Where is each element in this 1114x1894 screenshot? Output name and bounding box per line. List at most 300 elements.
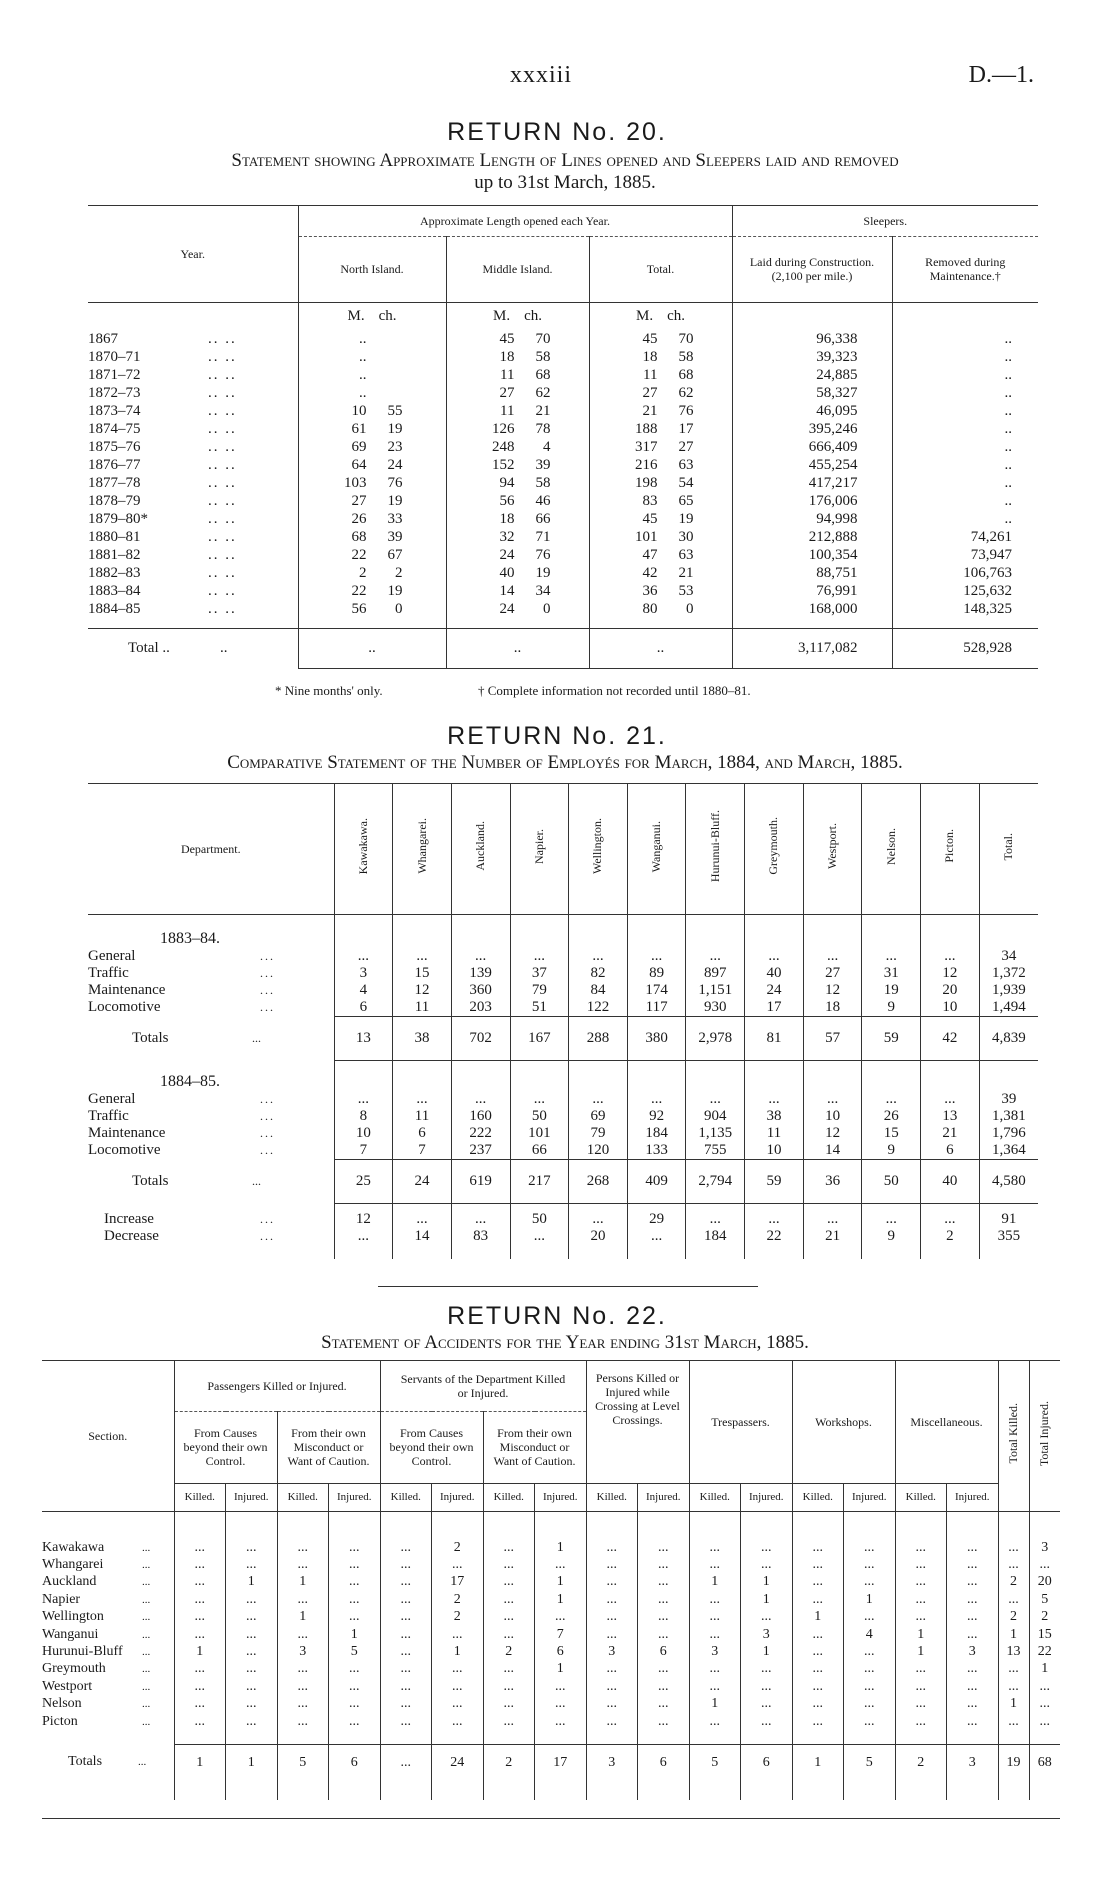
- subgroup-beyond-control: From Causes beyond their own Control.: [174, 1411, 277, 1483]
- unit-cell: [732, 302, 892, 330]
- leader-dots: ...: [252, 1031, 261, 1045]
- value-cell: 3: [277, 1643, 329, 1660]
- value-cell: ...: [334, 1228, 393, 1245]
- value-cell: 24: [432, 1744, 484, 1780]
- length-cell: [298, 564, 446, 582]
- length-cell: [446, 384, 589, 402]
- spacer-cell: [334, 1245, 393, 1259]
- year-cell: [88, 600, 298, 618]
- value-cell: ...: [741, 1661, 793, 1678]
- value-cell: ...: [947, 1626, 999, 1643]
- year-cell: [88, 582, 298, 600]
- value-cell: 2: [1029, 1609, 1060, 1626]
- miles-value: 18: [499, 511, 515, 527]
- unit-cell: [589, 302, 732, 330]
- value-cell: ...: [393, 1091, 452, 1108]
- chains-value: 76: [387, 475, 403, 491]
- spacer-cell: [334, 1203, 393, 1211]
- table-row: [88, 366, 1038, 384]
- year-label: 1877–78: [88, 475, 141, 491]
- table-row: [88, 1091, 1038, 1108]
- removed-value: ..: [892, 348, 1038, 366]
- leader-dots: ...: [142, 1715, 151, 1728]
- value-cell: 3: [741, 1626, 793, 1643]
- value-cell: 39: [979, 1091, 1038, 1108]
- value-cell: 7: [334, 1142, 393, 1160]
- leader-dots: .. ..: [208, 493, 237, 509]
- spacer-cell: [745, 1203, 804, 1211]
- table-row-label: [42, 1539, 174, 1556]
- empty-cell: [393, 914, 452, 948]
- removed-value: ..: [892, 384, 1038, 402]
- spacer-cell: [277, 1511, 329, 1539]
- year-cell: [88, 302, 298, 330]
- col-killed: Killed.: [586, 1483, 638, 1511]
- table-row: [88, 492, 1038, 510]
- table-row-text: Nelson: [42, 1696, 82, 1712]
- value-cell: 82: [569, 965, 628, 982]
- chains-value: 34: [535, 583, 551, 599]
- spacer-cell: [226, 1730, 278, 1744]
- value-cell: ...: [586, 1539, 638, 1556]
- chains-value: 21: [535, 403, 551, 419]
- removed-value: ..: [892, 366, 1038, 384]
- miles-value: 22: [351, 547, 367, 563]
- value-cell: 9: [862, 1142, 921, 1160]
- miles-value: ..: [359, 331, 367, 347]
- total-cell: 25: [334, 1159, 393, 1203]
- total-cell: 24: [393, 1159, 452, 1203]
- length-cell: [589, 528, 732, 546]
- unit-miles: M.: [347, 307, 365, 324]
- table-row: [88, 348, 1038, 366]
- chains-value: 19: [678, 511, 694, 527]
- value-cell: ...: [792, 1696, 844, 1713]
- value-cell: 14: [393, 1228, 452, 1245]
- value-cell: ...: [638, 1591, 690, 1608]
- spacer-cell: [226, 1511, 278, 1539]
- spacer-cell: [42, 1730, 174, 1744]
- spacer-cell: [277, 1730, 329, 1744]
- year-row: [88, 1061, 1038, 1091]
- value-cell: ...: [741, 1678, 793, 1695]
- value-cell: ...: [686, 948, 745, 965]
- spacer-cell: [88, 618, 298, 628]
- value-cell: ...: [627, 1091, 686, 1108]
- miles-value: 198: [635, 475, 658, 491]
- spacer-row: [42, 1511, 1060, 1539]
- value-cell: 1: [535, 1591, 587, 1608]
- value-cell: 12: [921, 965, 980, 982]
- value-cell: ...: [226, 1661, 278, 1678]
- col-injured: Injured.: [741, 1483, 793, 1511]
- page-number: xxxiii: [510, 62, 573, 88]
- value-cell: ...: [741, 1539, 793, 1556]
- leader-dots: .. ..: [208, 475, 237, 491]
- length-cell: [298, 582, 446, 600]
- spacer-cell: [844, 1730, 896, 1744]
- totals-text: Totals: [132, 1172, 169, 1189]
- miles-value: 27: [642, 385, 658, 401]
- total-cell: 36: [803, 1159, 862, 1203]
- miles-value: 32: [499, 529, 515, 545]
- value-cell: 7: [535, 1626, 587, 1643]
- chains-value: 63: [678, 457, 694, 473]
- length-cell: [589, 474, 732, 492]
- length-cell: [446, 438, 589, 456]
- length-cell: [446, 600, 589, 618]
- value-cell: ...: [792, 1591, 844, 1608]
- spacer-cell: [451, 1245, 510, 1259]
- leader-dots: .. ..: [208, 349, 237, 365]
- chains-value: 19: [387, 583, 403, 599]
- value-cell: ...: [380, 1678, 432, 1695]
- value-cell: ...: [947, 1609, 999, 1626]
- value-cell: 1: [226, 1574, 278, 1591]
- value-cell: 19: [862, 982, 921, 999]
- value-cell: ...: [998, 1678, 1029, 1695]
- chains-value: 33: [387, 511, 403, 527]
- value-cell: 1: [277, 1609, 329, 1626]
- col-total-injured-text: Total Injured.: [1037, 1400, 1052, 1466]
- value-cell: ...: [895, 1539, 947, 1556]
- col-header-text: Total.: [1001, 832, 1016, 860]
- value-cell: ...: [844, 1713, 896, 1730]
- spacer-cell: [589, 618, 732, 628]
- miles-value: 10: [351, 403, 367, 419]
- miles-value: 83: [642, 493, 658, 509]
- spacer-cell: [844, 1511, 896, 1539]
- value-cell: 11: [393, 1108, 452, 1125]
- chains-value: 78: [535, 421, 551, 437]
- value-cell: 29: [627, 1211, 686, 1228]
- table-row-label: [42, 1713, 174, 1730]
- spacer-cell: [792, 1511, 844, 1539]
- return-20-statement-date: up to 31st March, 1885.: [474, 172, 656, 193]
- value-cell: 1,381: [979, 1108, 1038, 1125]
- year-cell: [88, 330, 298, 348]
- value-cell: ...: [329, 1713, 381, 1730]
- value-cell: ...: [998, 1539, 1029, 1556]
- value-cell: 7: [393, 1142, 452, 1160]
- value-cell: 15: [862, 1125, 921, 1142]
- table-row-text: Locomotive: [88, 999, 161, 1016]
- removed-value: 73,947: [892, 546, 1038, 564]
- footnote-complete-info: † Complete information not recorded until 1880–81.: [478, 683, 751, 698]
- col-header-kawakawa: [334, 784, 393, 914]
- leader-dots: ..: [220, 639, 228, 656]
- leader-dots: ...: [260, 1212, 275, 1226]
- value-cell: ...: [1029, 1713, 1060, 1730]
- value-cell: 237: [451, 1142, 510, 1160]
- value-cell: 1: [895, 1626, 947, 1643]
- spacer-cell: [329, 1511, 381, 1539]
- group-level-crossings: Persons Killed or Injured while Crossing at Level Crossings.: [586, 1361, 689, 1483]
- spacer-cell: [627, 1203, 686, 1211]
- table-row: [88, 1125, 1038, 1142]
- spacer-cell: [689, 1730, 741, 1744]
- value-cell: ...: [451, 1211, 510, 1228]
- value-cell: ...: [895, 1574, 947, 1591]
- spacer-cell: [483, 1730, 535, 1744]
- spacer-cell: [732, 618, 892, 628]
- value-cell: ...: [483, 1678, 535, 1695]
- value-cell: ...: [844, 1661, 896, 1678]
- return-20-statement: Statement showing Approximate Length of Lines opened and Sleepers laid and removed: [231, 150, 899, 171]
- leader-dots: ...: [252, 1173, 261, 1188]
- laid-value: 417,217: [732, 474, 892, 492]
- chains-value: 0: [686, 601, 694, 617]
- table-row: [88, 402, 1038, 420]
- miles-value: 11: [500, 367, 515, 383]
- leader-dots: .. ..: [208, 583, 237, 599]
- spacer-cell: [174, 1511, 226, 1539]
- length-cell: [298, 438, 446, 456]
- spacer-cell: [638, 1730, 690, 1744]
- group-servants: Servants of the Department Killed or Injured.: [380, 1361, 586, 1411]
- chains-value: 54: [678, 475, 694, 491]
- year-label: 1874–75: [88, 421, 141, 437]
- col-header-total: [979, 784, 1038, 914]
- chains-value: 0: [395, 601, 403, 617]
- year-cell: [88, 420, 298, 438]
- return-20-title: RETURN No. 20.: [447, 118, 667, 146]
- spacer-cell: [638, 1511, 690, 1539]
- chains-value: 62: [678, 385, 694, 401]
- chains-value: 19: [387, 421, 403, 437]
- total-label: [88, 628, 298, 668]
- spacer-cell: [689, 1780, 741, 1800]
- totals-row-text: Totals: [68, 1754, 103, 1770]
- value-cell: ...: [689, 1713, 741, 1730]
- removed-value: ..: [892, 402, 1038, 420]
- value-cell: 4: [334, 982, 393, 999]
- removed-value: ..: [892, 456, 1038, 474]
- value-cell: ...: [277, 1678, 329, 1695]
- chains-value: 63: [678, 547, 694, 563]
- value-cell: ...: [569, 948, 628, 965]
- col-sleepers: Sleepers.: [732, 206, 1038, 236]
- value-cell: ...: [638, 1574, 690, 1591]
- spacer-cell: [947, 1780, 999, 1800]
- value-cell: ...: [947, 1539, 999, 1556]
- table-row-text: Locomotive: [88, 1141, 161, 1158]
- value-cell: 1: [689, 1574, 741, 1591]
- empty-cell: [745, 914, 804, 948]
- miles-value: 2: [359, 565, 367, 581]
- value-cell: ...: [998, 1713, 1029, 1730]
- chains-value: 39: [535, 457, 551, 473]
- miles-value: 11: [643, 367, 658, 383]
- value-cell: ...: [895, 1591, 947, 1608]
- value-cell: ...: [638, 1696, 690, 1713]
- value-cell: 120: [569, 1142, 628, 1160]
- spacer-cell: [921, 1245, 980, 1259]
- return-21-statement: Comparative Statement of the Number of Employés for March, 1884, and March, 1885.: [227, 752, 903, 773]
- col-north-island: North Island.: [298, 236, 446, 302]
- value-cell: ...: [921, 1091, 980, 1108]
- miles-value: 103: [344, 475, 367, 491]
- leader-dots: ...: [260, 966, 275, 980]
- value-cell: ...: [535, 1609, 587, 1626]
- value-cell: 1: [535, 1539, 587, 1556]
- empty-cell: [745, 1061, 804, 1091]
- removed-value: ..: [892, 438, 1038, 456]
- leader-dots: .. ..: [208, 529, 237, 545]
- total-cell: 81: [745, 1017, 804, 1061]
- year-label: 1870–71: [88, 349, 141, 365]
- value-cell: ...: [329, 1556, 381, 1573]
- increase-row-text: Increase: [104, 1211, 154, 1227]
- value-cell: ...: [803, 1211, 862, 1228]
- value-cell: 6: [921, 1142, 980, 1160]
- value-cell: 13: [998, 1643, 1029, 1660]
- miles-value: 61: [351, 421, 367, 437]
- value-cell: ...: [689, 1678, 741, 1695]
- table-row: [88, 528, 1038, 546]
- value-cell: 34: [979, 948, 1038, 965]
- empty-cell: [334, 914, 393, 948]
- col-laid: Laid during Construction. (2,100 per mile.): [732, 236, 892, 302]
- col-header-westport: [803, 784, 862, 914]
- totals-label: [88, 1017, 334, 1061]
- value-cell: 9: [862, 1228, 921, 1245]
- chains-value: 30: [678, 529, 694, 545]
- laid-value: 76,991: [732, 582, 892, 600]
- col-section: Section.: [42, 1361, 174, 1511]
- spacer-cell: [803, 1203, 862, 1211]
- value-cell: 51: [510, 999, 569, 1017]
- value-cell: 79: [510, 982, 569, 999]
- total-cell: 288: [569, 1017, 628, 1061]
- empty-cell: [921, 1061, 980, 1091]
- table-row-label: [42, 1556, 174, 1573]
- value-cell: ...: [844, 1539, 896, 1556]
- value-cell: ...: [535, 1696, 587, 1713]
- leader-dots: ...: [260, 1125, 275, 1140]
- value-cell: ...: [741, 1609, 793, 1626]
- laid-value: 39,323: [732, 348, 892, 366]
- table-row: [88, 546, 1038, 564]
- empty-cell: [862, 1061, 921, 1091]
- value-cell: ...: [844, 1556, 896, 1573]
- value-cell: ...: [483, 1574, 535, 1591]
- value-cell: 27: [803, 965, 862, 982]
- header-row-killed-injured: [42, 1483, 1060, 1511]
- value-cell: ...: [393, 948, 452, 965]
- col-approx-length: Approximate Length opened each Year.: [298, 206, 732, 236]
- col-killed: Killed.: [792, 1483, 844, 1511]
- subgroup-beyond-control: From Causes beyond their own Control.: [380, 1411, 483, 1483]
- table-row: [88, 420, 1038, 438]
- table-row: [88, 510, 1038, 528]
- value-cell: ...: [844, 1696, 896, 1713]
- length-cell: [446, 474, 589, 492]
- chains-value: 58: [678, 349, 694, 365]
- value-cell: ...: [226, 1643, 278, 1660]
- length-cell: [298, 366, 446, 384]
- value-cell: ...: [380, 1556, 432, 1573]
- col-header-auckland: [451, 784, 510, 914]
- value-cell: ...: [895, 1713, 947, 1730]
- value-cell: ...: [380, 1609, 432, 1626]
- value-cell: ...: [174, 1591, 226, 1608]
- value-cell: 3: [586, 1744, 638, 1780]
- value-cell: ...: [277, 1661, 329, 1678]
- spacer-cell: [329, 1780, 381, 1800]
- unit-cell: [446, 302, 589, 330]
- value-cell: 930: [686, 999, 745, 1017]
- leader-dots: ...: [138, 1756, 147, 1769]
- value-cell: ...: [862, 1211, 921, 1228]
- col-header-text: Whangarei.: [414, 818, 429, 875]
- miles-value: 45: [642, 331, 658, 347]
- value-cell: ...: [174, 1626, 226, 1643]
- spacer-cell: [979, 1203, 1038, 1211]
- leader-dots: ...: [142, 1680, 151, 1693]
- total-cell: 4,839: [979, 1017, 1038, 1061]
- col-header-picton: [921, 784, 980, 914]
- value-cell: 40: [745, 965, 804, 982]
- table-row-text: Westport: [42, 1678, 93, 1694]
- miles-value: 126: [492, 421, 515, 437]
- length-cell: [446, 582, 589, 600]
- spacer-cell: [393, 1203, 452, 1211]
- value-cell: ...: [792, 1678, 844, 1695]
- miles-value: 248: [492, 439, 515, 455]
- value-cell: 755: [686, 1142, 745, 1160]
- col-injured: Injured.: [947, 1483, 999, 1511]
- unit-cell: [892, 302, 1038, 330]
- value-cell: ...: [277, 1539, 329, 1556]
- value-cell: 17: [432, 1574, 484, 1591]
- value-cell: 1: [1029, 1661, 1060, 1678]
- col-header-text: Kawakawa.: [355, 818, 370, 875]
- value-cell: ...: [432, 1678, 484, 1695]
- spacer-cell: [432, 1511, 484, 1539]
- return-20-table: [88, 206, 1038, 669]
- col-department: Department.: [88, 784, 334, 914]
- year-label: 1880–81: [88, 529, 141, 545]
- spacer-cell: [226, 1780, 278, 1800]
- table-row-label: [88, 1108, 334, 1125]
- year-label: 1871–72: [88, 367, 141, 383]
- value-cell: ...: [483, 1696, 535, 1713]
- table-row: [42, 1609, 1060, 1626]
- value-cell: 22: [745, 1228, 804, 1245]
- spacer-cell: [535, 1780, 587, 1800]
- chains-value: 19: [387, 493, 403, 509]
- miles-value: ..: [359, 367, 367, 383]
- value-cell: ...: [226, 1609, 278, 1626]
- year-label: 1867: [88, 331, 118, 347]
- col-header-text: Picton.: [942, 829, 957, 864]
- value-cell: ...: [689, 1539, 741, 1556]
- year-label: 1878–79: [88, 493, 141, 509]
- miles-value: 64: [351, 457, 367, 473]
- value-cell: 1: [226, 1744, 278, 1780]
- value-cell: 11: [393, 999, 452, 1017]
- length-cell: [446, 564, 589, 582]
- value-cell: ...: [895, 1609, 947, 1626]
- value-cell: ...: [921, 1211, 980, 1228]
- subgroup-own-misconduct: From their own Misconduct or Want of Caution.: [483, 1411, 586, 1483]
- value-cell: ...: [451, 948, 510, 965]
- laid-value: 24,885: [732, 366, 892, 384]
- miles-value: 56: [499, 493, 515, 509]
- col-header-whangarei: [393, 784, 452, 914]
- miles-value: 47: [642, 547, 658, 563]
